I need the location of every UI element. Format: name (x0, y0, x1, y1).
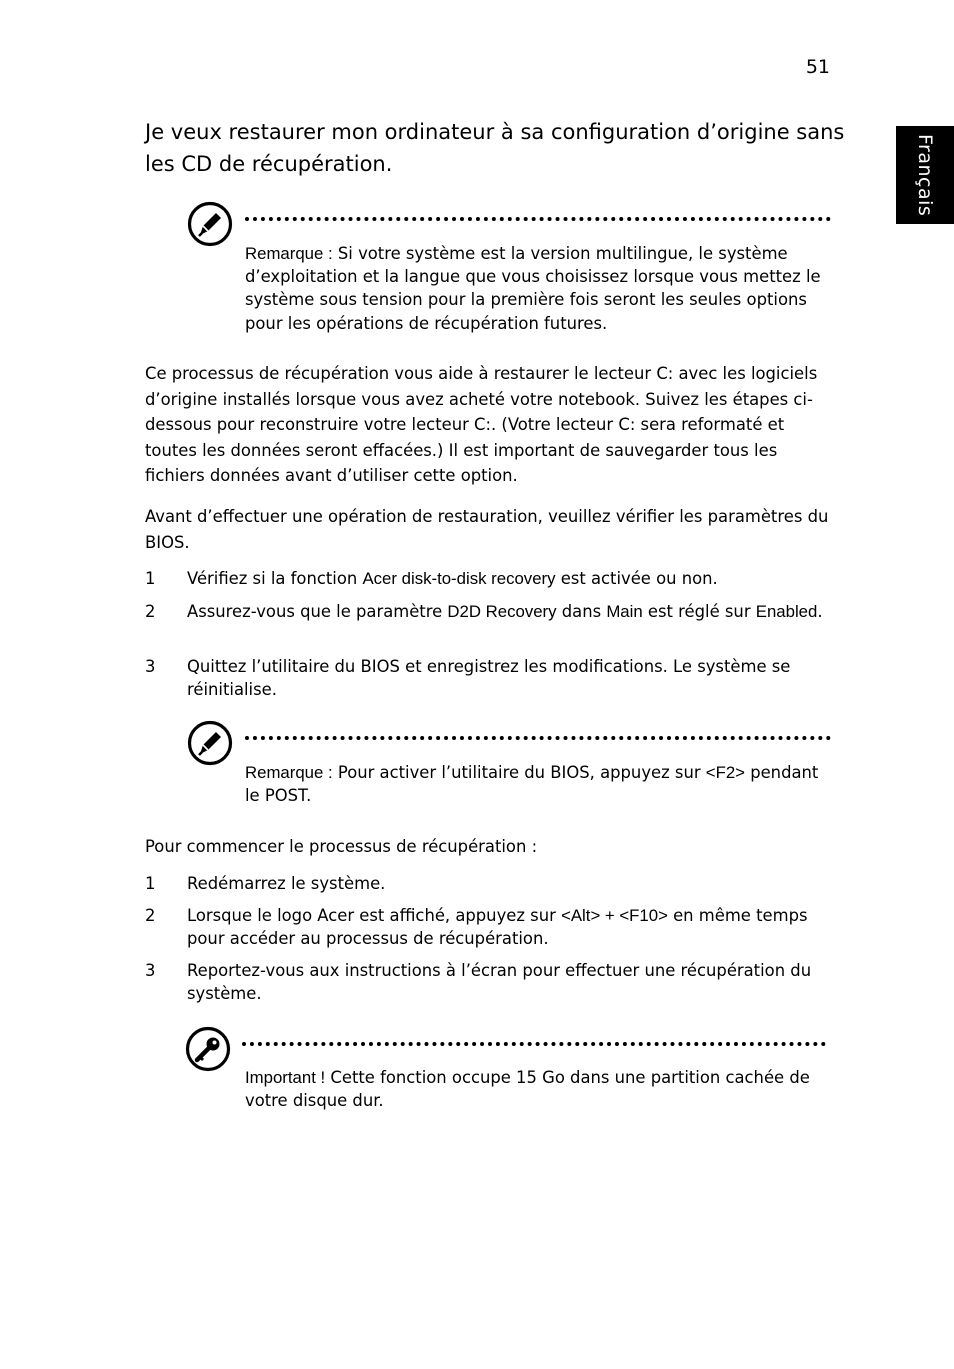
list-number: 2 (145, 906, 156, 925)
note-important (245, 1066, 825, 1112)
list-number: 1 (145, 874, 156, 893)
paragraph-recovery-intro: Ce processus de récupération vous aide à restaurer le lecteur C: avec les logiciels d’origine installés lorsque vous avez acheté votre notebook. Suivez les étapes ci-dessous pour reconstruire votre lecteur C:. (Votre lecteur C: sera reformaté et toutes les données seront effacées.) Il est important de sauvegarder tous les fichiers données avant d’utiliser cette option. (145, 364, 818, 485)
keyword: Main (606, 602, 643, 621)
keyword: Acer disk-to-disk recovery (362, 569, 556, 588)
list-number: 1 (145, 569, 156, 588)
note-label: Remarque : (245, 763, 333, 782)
note-pen-icon (187, 720, 233, 766)
list-number: 3 (145, 961, 156, 980)
list-item (145, 567, 835, 591)
note-divider (245, 736, 831, 740)
list-text: Lorsque le logo Acer est affiché, appuyez sur <Alt> + <F10> en même temps pour accéder au processus de récupération. (187, 906, 808, 948)
important-key-icon (185, 1026, 231, 1072)
note-remarque-2: Remarque : Pour activer l’utilitaire du BIOS, appuyez sur <F2> pendant le POST. (245, 763, 819, 806)
list-item (145, 904, 835, 952)
language-side-tab (896, 126, 954, 224)
list-text: Vérifiez si la fonction Acer disk-to-disk recovery est activée ou non. (187, 569, 718, 588)
note-divider (242, 1042, 826, 1046)
language-tab-label: Français (914, 133, 936, 217)
list-item (145, 655, 835, 703)
list-item (145, 959, 835, 1007)
list-text: Redémarrez le système. (187, 874, 386, 893)
list-item (145, 600, 835, 648)
list-number: 3 (145, 657, 156, 676)
paragraph-bios-check: Avant d’effectuer une opération de restauration, veuillez vérifier les paramètres du BIOS. (145, 507, 829, 552)
note-label: Important ! (245, 1068, 326, 1087)
note-label: Remarque : (245, 244, 333, 263)
list-text: Assurez-vous que le paramètre D2D Recovery dans Main est réglé sur Enabled. (187, 602, 823, 621)
note-body: Cette fonction occupe 15 Go dans une partition cachée de votre disque dur. (245, 1068, 810, 1111)
note-pen-icon (187, 201, 233, 247)
list-item (145, 872, 835, 896)
keyword: D2D Recovery (447, 602, 557, 621)
paragraph-start-recovery: Pour commencer le processus de récupération : (145, 837, 538, 856)
list-number: 2 (145, 602, 156, 621)
keyword: Enabled (755, 602, 818, 621)
page-number: 51 (805, 56, 830, 78)
note-divider (245, 217, 831, 221)
note-remarque-1 (245, 242, 825, 335)
note-body: Si votre système est la version multilingue, le système d’exploitation et la langue que vous choisissez lorsque vous mettez le système sous tension pour la première fois seront les seules options pour les opérations de récupération futures. (245, 244, 821, 333)
list-text: Reportez-vous aux instructions à l’écran pour effectuer une récupération du système. (187, 961, 812, 1003)
list-text: Quittez l’utilitaire du BIOS et enregistrez les modifications. Le système se réinitialise. (187, 657, 791, 699)
keyword: <Alt> + <F10> (561, 906, 668, 925)
section-heading: Je veux restaurer mon ordinateur à sa configuration d’origine sans les CD de récupération. (145, 120, 845, 176)
keyword: <F2> (705, 763, 745, 782)
